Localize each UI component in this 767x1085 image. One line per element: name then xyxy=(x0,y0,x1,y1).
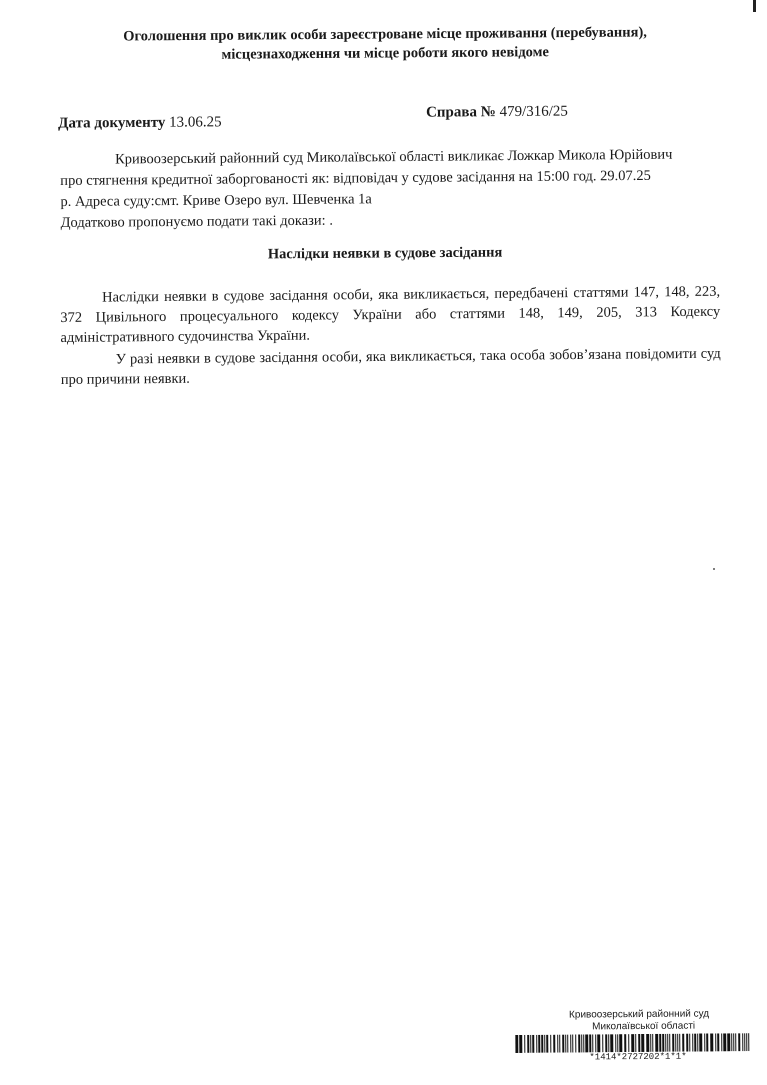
document-date-label: Дата документу xyxy=(58,114,166,132)
barcode-number: *1414*2727202*1*1* xyxy=(589,1051,687,1063)
document-title xyxy=(60,23,710,66)
document-meta xyxy=(0,102,767,132)
consequences-paragraph-1: Наслідки неявки в судове засідання особи, яка викликається, передбачені статтями 147, 148, 223, 372 Цивільного процесуального кодексу України або статтями 148, 149, 205, 313 Кодексу адміністративного судочинства України. xyxy=(60,283,721,346)
document-date xyxy=(58,114,222,132)
barcode xyxy=(515,1033,752,1053)
consequences-text xyxy=(60,282,721,390)
summons-text xyxy=(60,144,729,234)
title-line-1: Оголошення про виклик особи зареєстроване місце проживання (перебування), xyxy=(123,24,647,45)
scan-speck xyxy=(713,568,715,570)
summons-line-3: р. Адреса суду:смт. Криве Озеро вул. Шевченка 1а xyxy=(60,191,372,210)
scan-edge-mark xyxy=(753,0,756,12)
case-number-value: 479/316/25 xyxy=(495,103,568,121)
court-stamp xyxy=(515,1008,755,1063)
case-number-label: Справа № xyxy=(425,104,496,121)
consequences-heading: Наслідки неявки в судове засідання xyxy=(267,244,503,263)
stamp-region: Миколаївської області xyxy=(592,1020,696,1033)
document-date-value: 13.06.25 xyxy=(165,114,222,131)
summons-line-4: Додатково пропонуємо подати такі докази: . xyxy=(60,212,333,231)
stamp-court-name: Кривоозерський районний суд xyxy=(568,1008,710,1021)
consequences-paragraph-2: У разі неявки в судове засідання особи, яка викликається, така особа зобов’язана повідомити суд про причини неявки. xyxy=(60,345,721,388)
summons-line-1: Кривоозерський районний суд Миколаївської області викликає Ложкар Микола Юрійович xyxy=(115,146,673,168)
title-line-2: місцезнаходження чи місце роботи якого невідоме xyxy=(221,44,549,63)
summons-line-2: про стягнення кредитної заборгованості як: відповідач у судове засідання на 15:00 год. 29.07.25 xyxy=(60,167,651,189)
case-number xyxy=(426,104,568,122)
